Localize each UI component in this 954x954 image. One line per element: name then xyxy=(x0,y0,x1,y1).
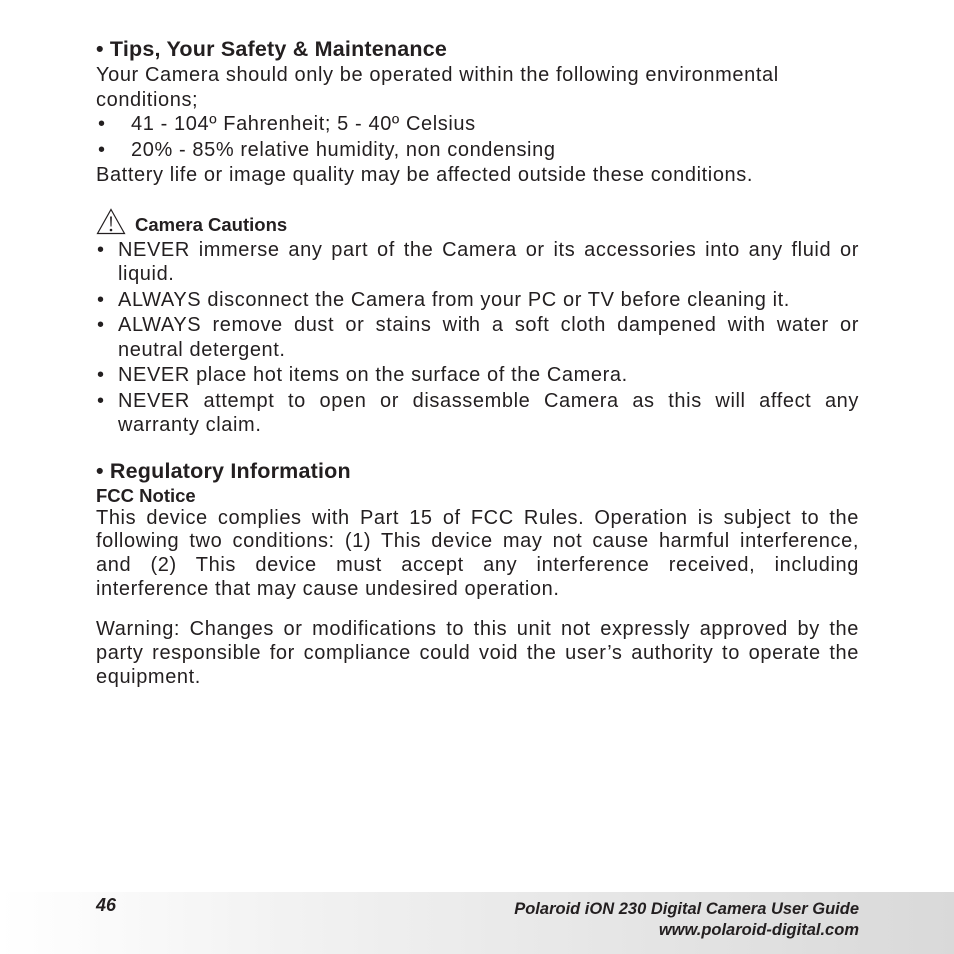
page-content xyxy=(96,36,859,689)
conditions-list xyxy=(96,112,859,162)
page-number: 46 xyxy=(96,895,117,915)
tips-intro: Your Camera should only be operated within the following environmental conditions; xyxy=(96,64,779,111)
fcc-heading: FCC Notice xyxy=(96,484,196,506)
cautions-list xyxy=(96,238,859,438)
regulatory-heading: • Regulatory Information xyxy=(96,458,351,483)
fcc-text: This device complies with Part 15 of FCC Rules. Operation is subject to the following two conditions: (1) This device may not cause harmful interference, and (2) This device must accept any interference received, including interference that may cause undesired operation. xyxy=(96,506,859,600)
website-url: www.polaroid-digital.com xyxy=(658,921,859,939)
list-item: • 20% - 85% relative humidity, non condensing xyxy=(98,138,556,161)
tips-after: Battery life or image quality may be affected outside these conditions. xyxy=(96,164,754,186)
list-item: • ALWAYS disconnect the Camera from your PC or TV before cleaning it. xyxy=(97,288,790,311)
list-item: • ALWAYS remove dust or stains with a soft cloth dampened with water or neutral detergent. xyxy=(97,314,859,361)
warning-triangle-icon xyxy=(96,208,126,235)
list-item: • NEVER attempt to open or disassemble Camera as this will affect any warranty claim. xyxy=(97,389,859,436)
list-item: • NEVER immerse any part of the Camera or its accessories into any fluid or liquid. xyxy=(97,238,859,285)
cautions-header xyxy=(96,208,859,236)
list-item: • NEVER place hot items on the surface of the Camera. xyxy=(97,364,628,386)
tips-heading: • Tips, Your Safety & Maintenance xyxy=(96,37,448,61)
fcc-warning: Warning: Changes or modifications to this unit not expressly approved by the party responsible for compliance could void the user’s authority to operate the equipment. xyxy=(96,618,859,688)
list-item: • 41 - 104º Fahrenheit; 5 - 40º Celsius xyxy=(98,113,476,135)
cautions-heading: Camera Cautions xyxy=(135,213,288,235)
footer-text xyxy=(514,899,859,941)
guide-title: Polaroid iON 230 Digital Camera User Guide xyxy=(514,900,859,918)
